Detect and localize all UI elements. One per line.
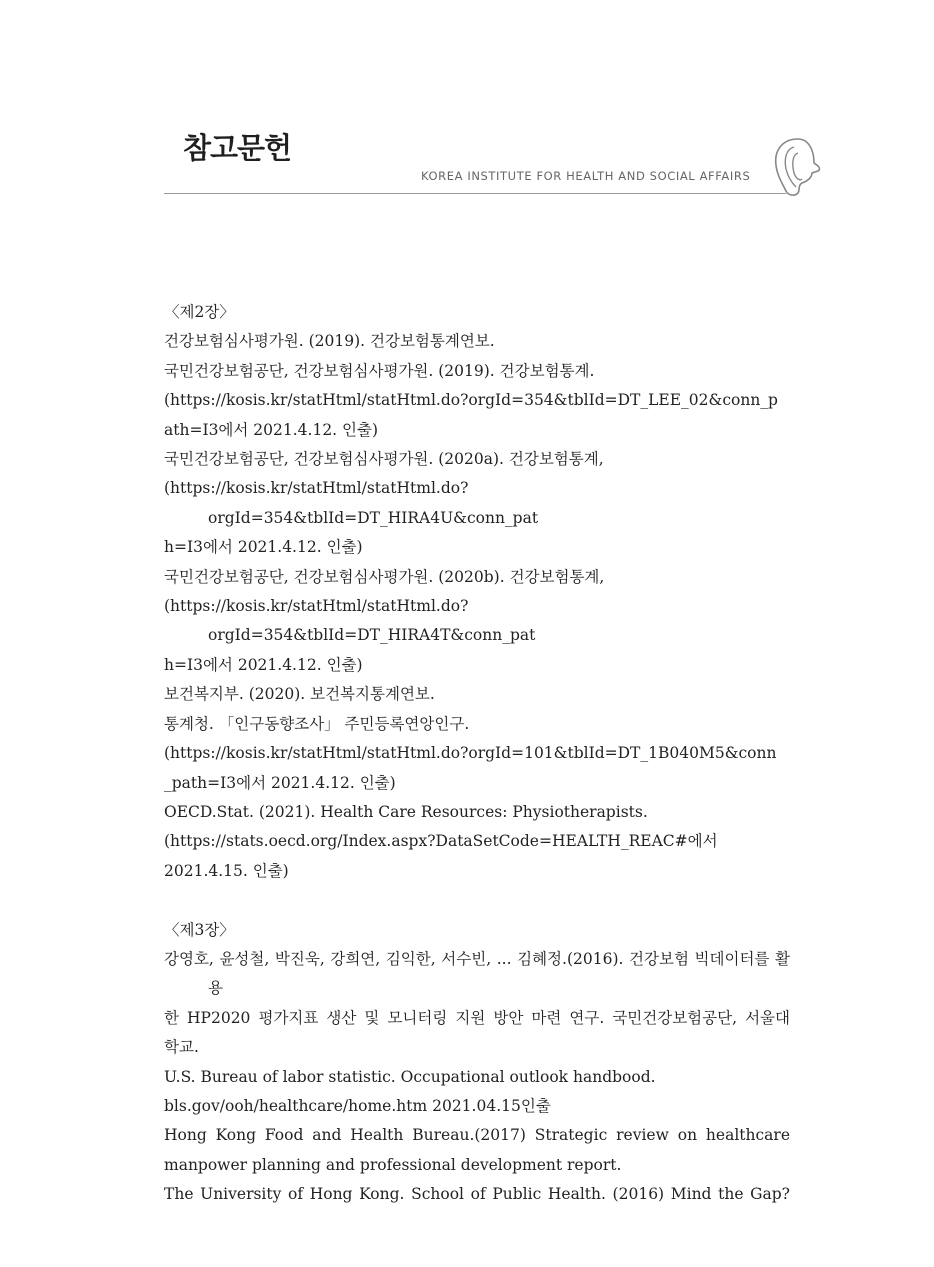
reference-item: 통계청. 「인구동향조사」 주민등록연앙인구. (https://kosis.kr/statHtml/statHtml.do?orgId=101&tblId=DT_1B040M5&conn _path=I3에서 2021.4.12. 인출) bbox=[164, 714, 777, 792]
reference-item: 국민건강보험공단, 건강보험심사평가원. (2019). 건강보험통계. (https://kosis.kr/statHtml/statHtml.do?orgId=354&tblId=DT_LEE_02&conn_p ath=I3에서 2021.4.12. 인출) bbox=[164, 361, 778, 439]
reference-item: The University of Hong Kong. School of Public Health. (2016) Mind the Gap? bbox=[164, 1185, 790, 1204]
reference-item: Hong Kong Food and Health Bureau.(2017) Strategic review on healthcare manpower planning and professional development report. bbox=[164, 1126, 790, 1174]
section-heading: 〈제3장〉 bbox=[164, 920, 235, 939]
reference-item: 강영호, 윤성철, 박진욱, 강희연, 김익한, 서수빈, ... 김혜정.(2016). 건강보험 빅데이터를 활용 한 HP2020 평가지표 생산 및 모니터링 지원 방안 마련 연구. 국민건강보험공단, 서울대 학교. bbox=[164, 949, 790, 1057]
institute-name: KOREA INSTITUTE FOR HEALTH AND SOCIAL AFFAIRS bbox=[421, 169, 751, 183]
reference-item: 국민건강보험공단, 건강보험심사평가원. (2020a). 건강보험통계, (https://kosis.kr/statHtml/statHtml.do?orgId=354&tblId=DT_HIRA4U&conn_pat h=I3에서 2021.4.12. 인출) bbox=[164, 450, 604, 557]
section-chapter-2 bbox=[164, 298, 790, 886]
section-spacer bbox=[164, 886, 790, 915]
section-heading: 〈제2장〉 bbox=[164, 303, 235, 321]
header-divider bbox=[164, 193, 786, 194]
reference-item: U.S. Bureau of labor statistic. Occupational outlook handbood. bls.gov/ooh/healthcare/home.htm 2021.04.15인출 bbox=[164, 1067, 656, 1115]
reference-list bbox=[164, 298, 790, 1210]
section-chapter-3 bbox=[164, 916, 790, 1210]
reference-item: 보건복지부. (2020). 보건복지통계연보. bbox=[164, 685, 435, 704]
institute-logo-icon bbox=[768, 135, 826, 199]
reference-item: 건강보험심사평가원. (2019). 건강보험통계연보. bbox=[164, 332, 495, 351]
page-title: 참고문헌 bbox=[183, 131, 292, 165]
reference-item: 국민건강보험공단, 건강보험심사평가원. (2020b). 건강보험통계, (https://kosis.kr/statHtml/statHtml.do?orgId=354&tblId=DT_HIRA4T&conn_pat h=I3에서 2021.4.12. 인출) bbox=[164, 567, 605, 674]
reference-item: OECD.Stat. (2021). Health Care Resources: Physiotherapists. (https://stats.oecd.org/Index.aspx?DataSetCode=HEALTH_REAC#에서 2021.4.15. 인출) bbox=[164, 802, 718, 880]
